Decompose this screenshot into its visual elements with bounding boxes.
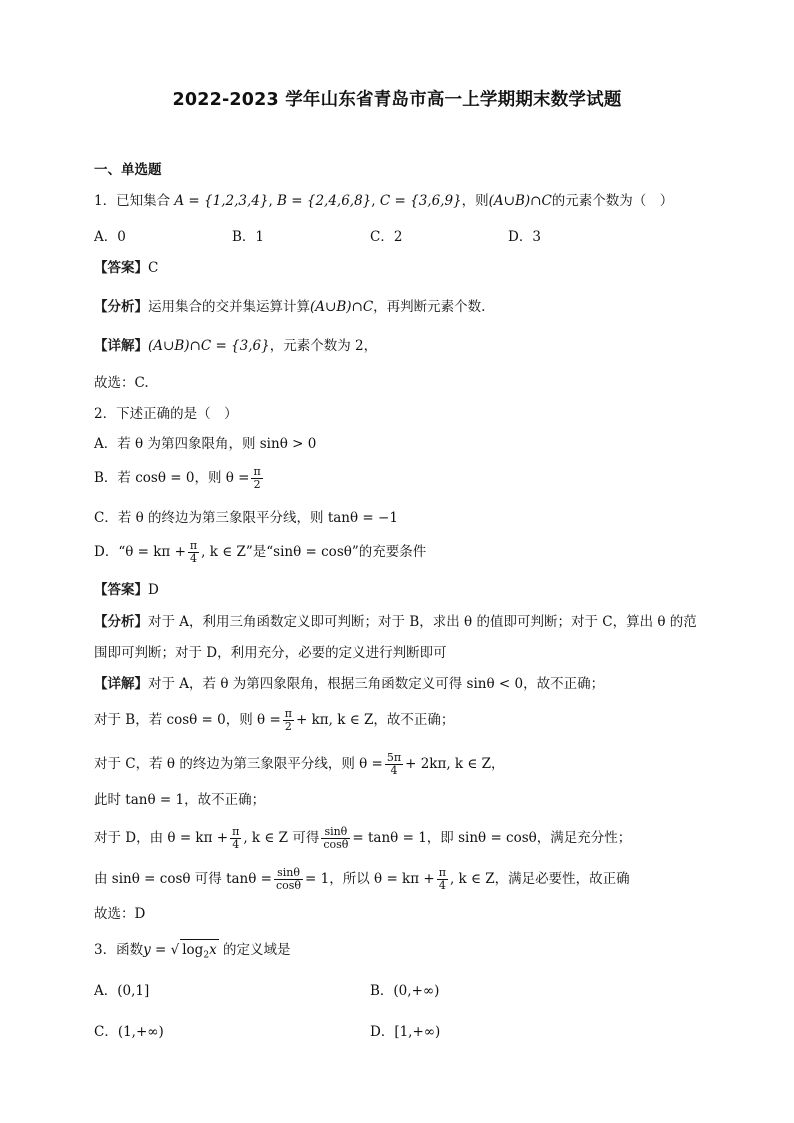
q1-stem-suffix: 的元素个数为（ ） — [551, 193, 674, 209]
q1-option-a: A．0 — [94, 229, 126, 245]
radicand — [180, 939, 218, 966]
fraction — [321, 826, 350, 851]
fraction-numerator: 5π — [386, 751, 402, 764]
q2-detail-line-1 — [94, 674, 604, 694]
q1-conclusion: 故选：C. — [94, 375, 149, 391]
q1-option-d: D．3 — [508, 229, 541, 245]
q2-conclusion: 故选：D — [94, 906, 146, 922]
fraction-numerator: π — [253, 465, 261, 478]
fraction-denominator: 4 — [438, 879, 446, 892]
q2-analysis-text: 对于 A，利用三角函数定义即可判断；对于 B，求出 θ 的值即可判断；对于 C，算出 θ 的范 — [148, 614, 697, 630]
section-heading: 一、单选题 — [94, 162, 162, 178]
question-1-stem: 1．已知集合 A = {1,2,3,4}, B = {2,4,6,8}, C = {3,6,9}，则(A∪B)∩C的元素个数为（ ） — [94, 193, 674, 209]
fraction-denominator: 4 — [390, 764, 398, 777]
q2-option-b-text: B．若 cosθ = 0，则 θ = — [94, 470, 250, 486]
q3-option-a: A．(0,1] — [94, 983, 150, 999]
q2-answer-value: D — [148, 582, 159, 598]
q1-stem-prefix: 1．已知集合 — [94, 193, 171, 209]
q1-detail-expression: (A∪B)∩C = {3,6} — [148, 338, 270, 354]
question-2-stem: 2．下述正确的是（ ） — [94, 406, 238, 422]
q2-detail-text: = 1，所以 θ = kπ + — [305, 871, 435, 887]
q2-detail-line-5 — [94, 826, 631, 851]
q1-stem-mid: ，则 — [461, 193, 489, 209]
fraction — [188, 540, 199, 565]
q2-option-d-text: D．“θ = kπ + — [94, 544, 186, 560]
q1-set-a: A = {1,2,3,4} — [174, 193, 269, 209]
q2-option-a: A．若 θ 为第四象限角，则 sinθ > 0 — [94, 436, 317, 452]
question-3-stem — [94, 939, 290, 966]
fraction-denominator: 4 — [190, 552, 198, 565]
q1-analysis-text-end: ，再判断元素个数. — [373, 299, 486, 315]
fraction-denominator: 2 — [284, 720, 292, 733]
q1-set-b: B = {2,4,6,8} — [277, 193, 372, 209]
q2-detail-line-4: 此时 tanθ = 1，故不正确； — [94, 792, 266, 808]
fraction-numerator: sinθ — [274, 867, 303, 880]
q1-expression: (A∪B)∩C — [488, 193, 552, 209]
fraction-numerator: sinθ — [321, 826, 350, 839]
detail-tag: 【详解】 — [94, 676, 148, 692]
q1-answer — [94, 258, 158, 278]
q1-analysis-expression: (A∪B)∩C — [310, 299, 374, 315]
page-title: 2022-2023 学年山东省青岛市高一上学期期末数学试题 — [172, 90, 622, 110]
fraction-numerator: π — [438, 866, 446, 879]
q2-detail-line-6 — [94, 867, 630, 892]
q1-answer-value: C — [148, 260, 159, 276]
q2-detail-text: 对于 D，由 θ = kπ + — [94, 830, 229, 846]
q1-detail-text: ，元素个数为 2， — [269, 338, 378, 354]
q3-option-b: B．(0,+∞) — [370, 983, 440, 999]
q2-detail-text: 由 sinθ = cosθ 可得 tanθ = — [94, 871, 272, 887]
sqrt-symbol: √ — [170, 942, 180, 958]
q2-option-d-text-end: , k ∈ Z”是“sinθ = cosθ”的充要条件 — [201, 544, 427, 560]
answer-tag: 【答案】 — [94, 260, 148, 276]
q2-option-d — [94, 540, 426, 565]
analysis-tag: 【分析】 — [94, 614, 148, 630]
fraction-numerator: π — [189, 539, 198, 552]
q2-option-b — [94, 466, 265, 491]
q3-stem-suffix: 的定义域是 — [222, 942, 291, 958]
detail-tag: 【详解】 — [94, 338, 148, 354]
fraction-denominator: 4 — [232, 838, 240, 851]
q1-option-b: B．1 — [232, 229, 265, 245]
q1-analysis — [94, 297, 485, 317]
fraction — [230, 826, 241, 851]
answer-tag: 【答案】 — [94, 582, 148, 598]
q2-option-c: C．若 θ 的终边为第三象限平分线，则 tanθ = −1 — [94, 510, 398, 526]
q2-detail-text-end: = tanθ = 1，即 sinθ = cosθ，满足充分性； — [352, 830, 632, 846]
log-argument: x — [209, 942, 217, 958]
q2-detail-text-end: , k ∈ Z，满足必要性，故正确 — [449, 871, 630, 887]
q2-detail-text-end: + kπ, k ∈ Z，故不正确； — [296, 712, 455, 728]
q2-answer — [94, 580, 159, 600]
q2-detail-text: 对于 C，若 θ 的终边为第三象限平分线，则 θ = — [94, 756, 383, 772]
q1-analysis-text: 运用集合的交并集运算计算 — [148, 299, 310, 315]
q3-function: y = — [143, 942, 167, 958]
q2-detail-text: 对于 B，若 cosθ = 0，则 θ = — [94, 712, 281, 728]
fraction-denominator: cosθ — [275, 879, 302, 892]
fraction — [437, 867, 448, 892]
q3-option-d: D．[1,+∞) — [370, 1024, 441, 1040]
q2-detail-text: , k ∈ Z 可得 — [243, 830, 320, 846]
fraction-numerator: π — [232, 825, 240, 838]
q1-set-c: C = {3,6,9} — [379, 193, 462, 209]
q2-analysis-line-1 — [94, 612, 697, 632]
fraction-denominator: 2 — [253, 478, 261, 491]
q3-option-c: C．(1,+∞) — [94, 1024, 164, 1040]
fraction-numerator: π — [284, 707, 292, 720]
fraction — [283, 708, 294, 733]
q2-detail-line-3 — [94, 752, 505, 777]
q2-detail-text-end: + 2kπ, k ∈ Z， — [405, 756, 505, 772]
q2-detail-line-2 — [94, 708, 454, 733]
fraction — [385, 752, 403, 777]
q1-option-c: C．2 — [370, 229, 403, 245]
fraction — [274, 867, 303, 892]
log-base: 2 — [203, 950, 210, 961]
q2-analysis-line-2: 围即可判断；对于 D，利用充分，必要的定义进行判断即可 — [94, 645, 447, 661]
q1-detail — [94, 336, 377, 356]
fraction-denominator: cosθ — [323, 838, 349, 851]
analysis-tag: 【分析】 — [94, 299, 148, 315]
q2-detail-text: 对于 A，若 θ 为第四象限角，根据三角函数定义可得 sinθ < 0，故不正确； — [148, 676, 605, 692]
fraction — [251, 466, 262, 491]
log-text: log — [182, 942, 204, 958]
q3-stem-prefix: 3．函数 — [94, 942, 144, 958]
